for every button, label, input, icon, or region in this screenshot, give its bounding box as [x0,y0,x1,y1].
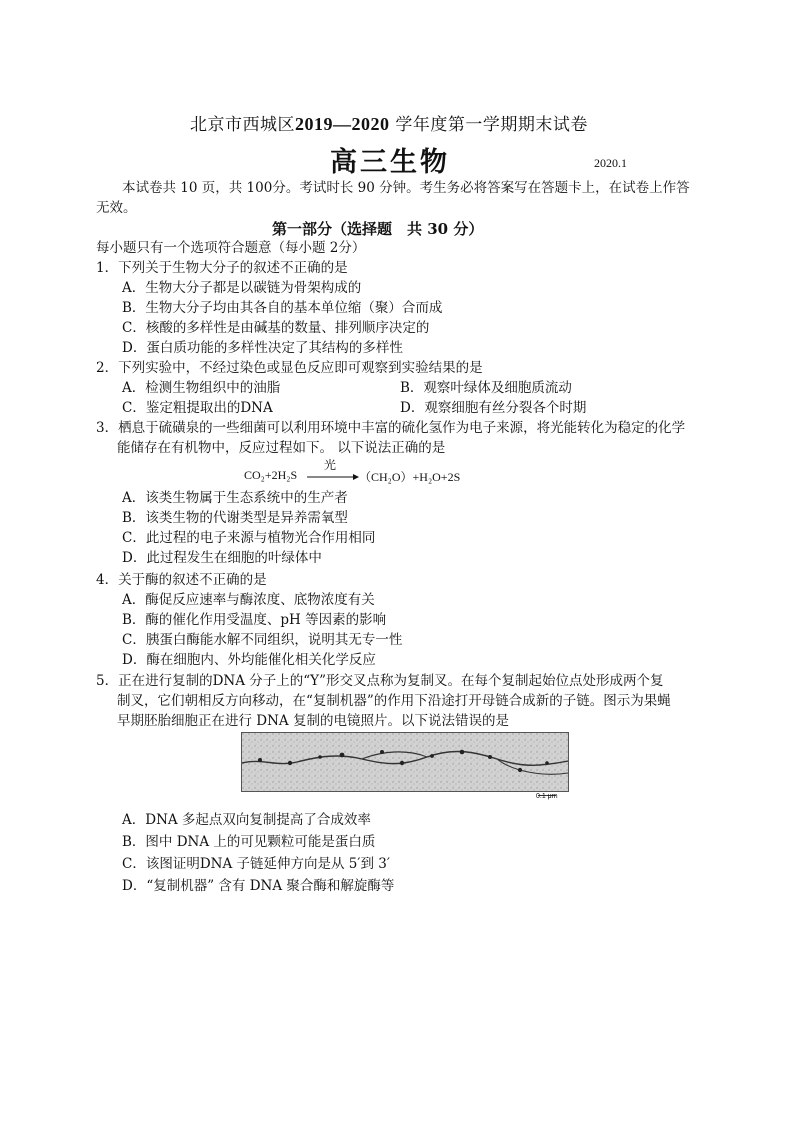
q1-option-a: A．生物大分子都是以碳链为骨架构成的 [122,280,362,296]
equation-reactants: CO₂+2H₂S [244,468,298,482]
subject-title: 高三生物 [330,147,450,178]
intro-line-2: 无效。 [96,200,137,216]
title-prefix: 北京市西城区 [190,115,295,135]
question-3-stem-cont: 能储存在有机物中，反应过程如下。 以下说法正确的是 [117,440,446,456]
question-5-stem: 5．正在进行复制的DNA 分子上的“Y”形交叉点称为复制叉。在每个复制起始位点处形成两个复 [96,673,664,689]
reaction-arrow-icon [307,473,359,481]
exam-date: 2020.1 [594,156,627,170]
q2-option-c: C．鉴定粗提取出的DNA [122,400,273,416]
q3-option-c: C．此过程的电子来源与植物光合作用相同 [122,530,376,546]
question-4-stem: 4．关于酶的叙述不正确的是 [96,572,267,588]
scale-label: 0.1 μm [536,793,558,800]
q1-option-b: B．生物大分子均由其各自的基本单位缩（聚）合而成 [122,300,443,316]
q5-option-b: B．图中 DNA 上的可见颗粒可能是蛋白质 [122,834,376,850]
q5-option-d: D．“复制机器” 含有 DNA 聚合酶和解旋酶等 [122,878,395,894]
q5-option-a: A．DNA 多起点双向复制提高了合成效率 [122,812,371,828]
equation-products: （CH₂O）+H₂O+2S [359,470,461,484]
exam-title [190,110,588,135]
q4-option-b: B．酶的催化作用受温度、pH 等因素的影响 [122,612,387,628]
title-years: 2019—2020 [295,114,390,134]
q2-option-a: A．检测生物组织中的油脂 [122,380,281,396]
section-instruction: 每小题只有一个选项符合题意（每小题 2分） [96,240,366,256]
q3-option-a: A．该类生物属于生态系统中的生产者 [122,490,348,506]
dna-electron-micrograph [241,732,569,792]
q4-option-d: D．酶在细胞内、外均能催化相关化学反应 [122,652,376,668]
q4-option-c: C．胰蛋白酶能水解不同组织，说明其无专一性 [122,632,403,648]
section-title: 第一部分（选择题 共 30 分） [272,220,484,238]
question-5-stem-cont: 制叉，它们朝相反方向移动，在“复制机器”的作用下沿途打开母链合成新的子链。图示为果蝇 [117,693,671,709]
q4-option-a: A．酶促反应速率与酶浓度、底物浓度有关 [122,592,375,608]
q2-option-d: D．观察细胞有丝分裂各个时期 [400,400,587,416]
title-suffix: 学年度第一学期期末试卷 [389,115,588,135]
intro-line-1: 本试卷共 10 页，共 100分。考试时长 90 分钟。考生务必将答案写在答题卡上，在试卷上作答 [122,180,690,196]
question-5-stem-cont-2: 早期胚胎细胞正在进行 DNA 复制的电镜照片。以下说法错误的是 [117,713,509,729]
q1-option-c: C．核酸的多样性是由碱基的数量、排列顺序决定的 [122,320,430,336]
q3-option-b: B．该类生物的代谢类型是异养需氧型 [122,510,348,526]
question-3-stem: 3．栖息于硫磺泉的一些细菌可以利用环境中丰富的硫化氢作为电子来源，将光能转化为稳定的化学 [96,420,686,436]
question-1-stem: 1．下列关于生物大分子的叙述不正确的是 [96,260,348,276]
question-2-stem: 2．下列实验中，不经过染色或显色反应即可观察到实验结果的是 [96,360,483,376]
q2-option-b: B．观察叶绿体及细胞质流动 [400,380,572,396]
reaction-equation [244,458,484,488]
q1-option-d: D．蛋白质功能的多样性决定了其结构的多样性 [122,340,403,356]
q3-option-d: D．此过程发生在细胞的叶绿体中 [122,550,322,566]
equation-condition: 光 [324,458,337,472]
q5-option-c: C．该图证明DNA 子链延伸方向是从 5′到 3′ [122,856,390,872]
